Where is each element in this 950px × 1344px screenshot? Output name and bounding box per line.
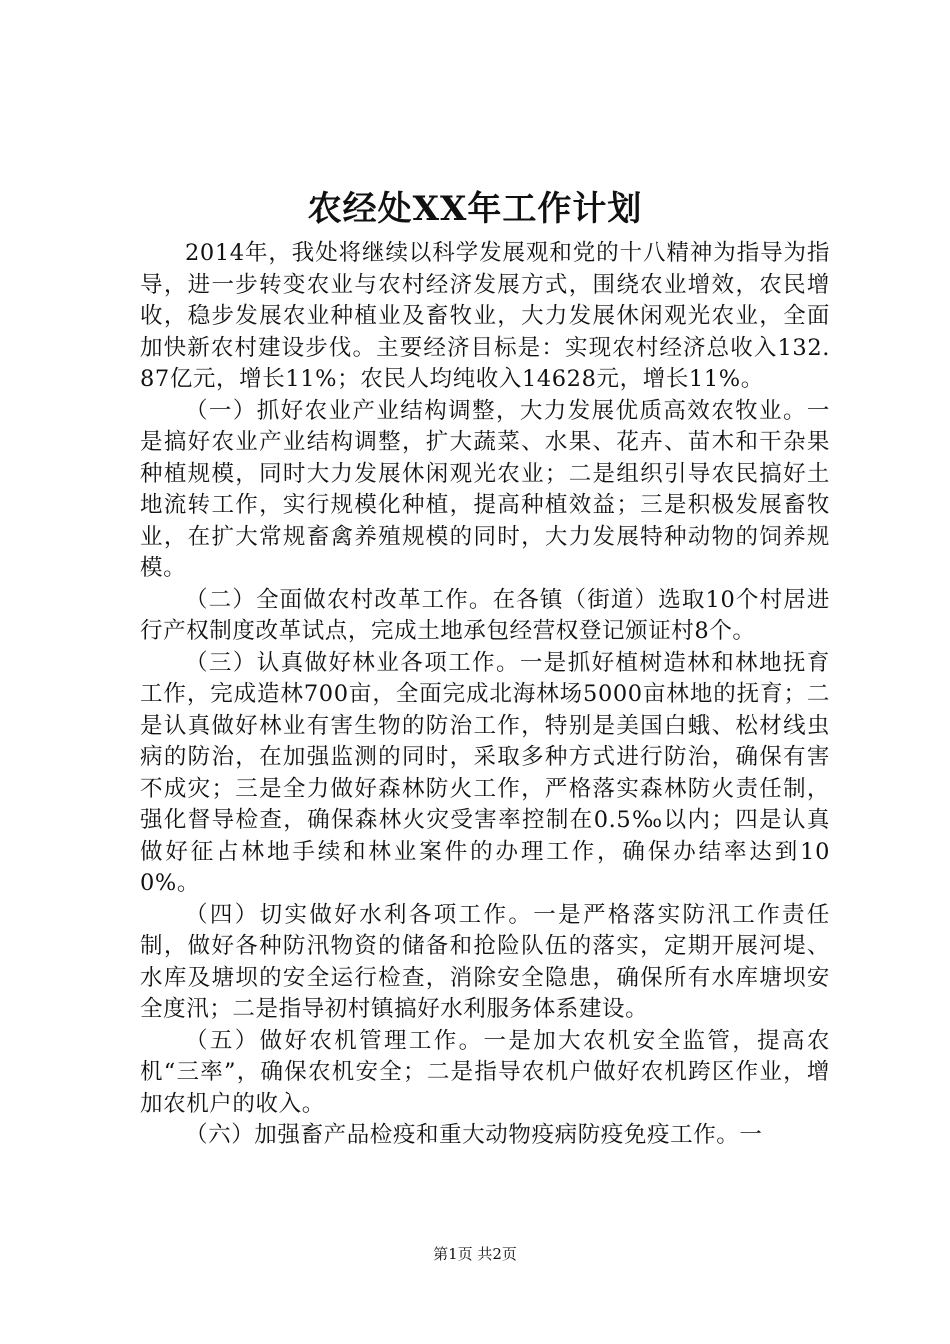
paragraph-section-3: （三）认真做好林业各项工作。一是抓好植树造林和林地抚育工作，完成造林700亩，全面完成北海林场5000亩林地的抚育；二是认真做好林业有害生物的防治工作，特别是美国白蛾、松材线虫病的防治，在加强监测的同时，采取多种方式进行防治，确保有害不成灾；三是全力做好森林防火工作，严格落实森林防火责任制，强化督导检查，确保森林火灾受害率控制在0.5‰以内；四是认真做好征占林地手续和林业案件的办理工作，确保办结率达到100%。 [140,649,830,896]
paragraph-section-4: （四）切实做好水利各项工作。一是严格落实防汛工作责任制，做好各种防汛物资的储备和抢险队伍的落实，定期开展河堤、水库及塘坝的安全运行检查，消除安全隐患，确保所有水库塘坝安全度汛；二是指导初村镇搞好水利服务体系建设。 [140,901,830,1022]
paragraph-section-2: （二）全面做农村改革工作。在各镇（街道）选取10个村居进行产权制度改革试点，完成土地承包经营权登记颁证村8个。 [140,586,830,644]
paragraph-section-1: （一）抓好农业产业结构调整，大力发展优质高效农牧业。一是搞好农业产业结构调整，扩大蔬菜、水果、花卉、苗木和干杂果种植规模，同时大力发展休闲观光农业；二是组织引导农民搞好土地流转工作，实行规模化种植，提高种植效益；三是积极发展畜牧业，在扩大常规畜禽养殖规模的同时，大力发展特种动物的饲养规模。 [140,397,830,581]
page-footer: 第1页 共2页 [433,1245,517,1263]
document-title: 农经处XX年工作计划 [307,189,643,229]
paragraph-section-5: （五）做好农机管理工作。一是加大农机安全监管，提高农机“三率”，确保农机安全；二是指导农机户做好农机跨区作业，增加农机户的收入。 [140,1027,830,1117]
document-body [140,238,830,1152]
paragraph-intro: 2014年，我处将继续以科学发展观和党的十八精神为指导为指导，进一步转变农业与农村经济发展方式，围绕农业增效，农民增收，稳步发展农业种植业及畜牧业，大力发展休闲观光农业，全面加快新农村建设步伐。主要经济目标是：实现农村经济总收入132.87亿元，增长11%；农民人均纯收入14628元，增长11%。 [140,240,830,392]
paragraph-section-6: （六）加强畜产品检疫和重大动物疫病防疫免疫工作。一 [185,1122,763,1148]
